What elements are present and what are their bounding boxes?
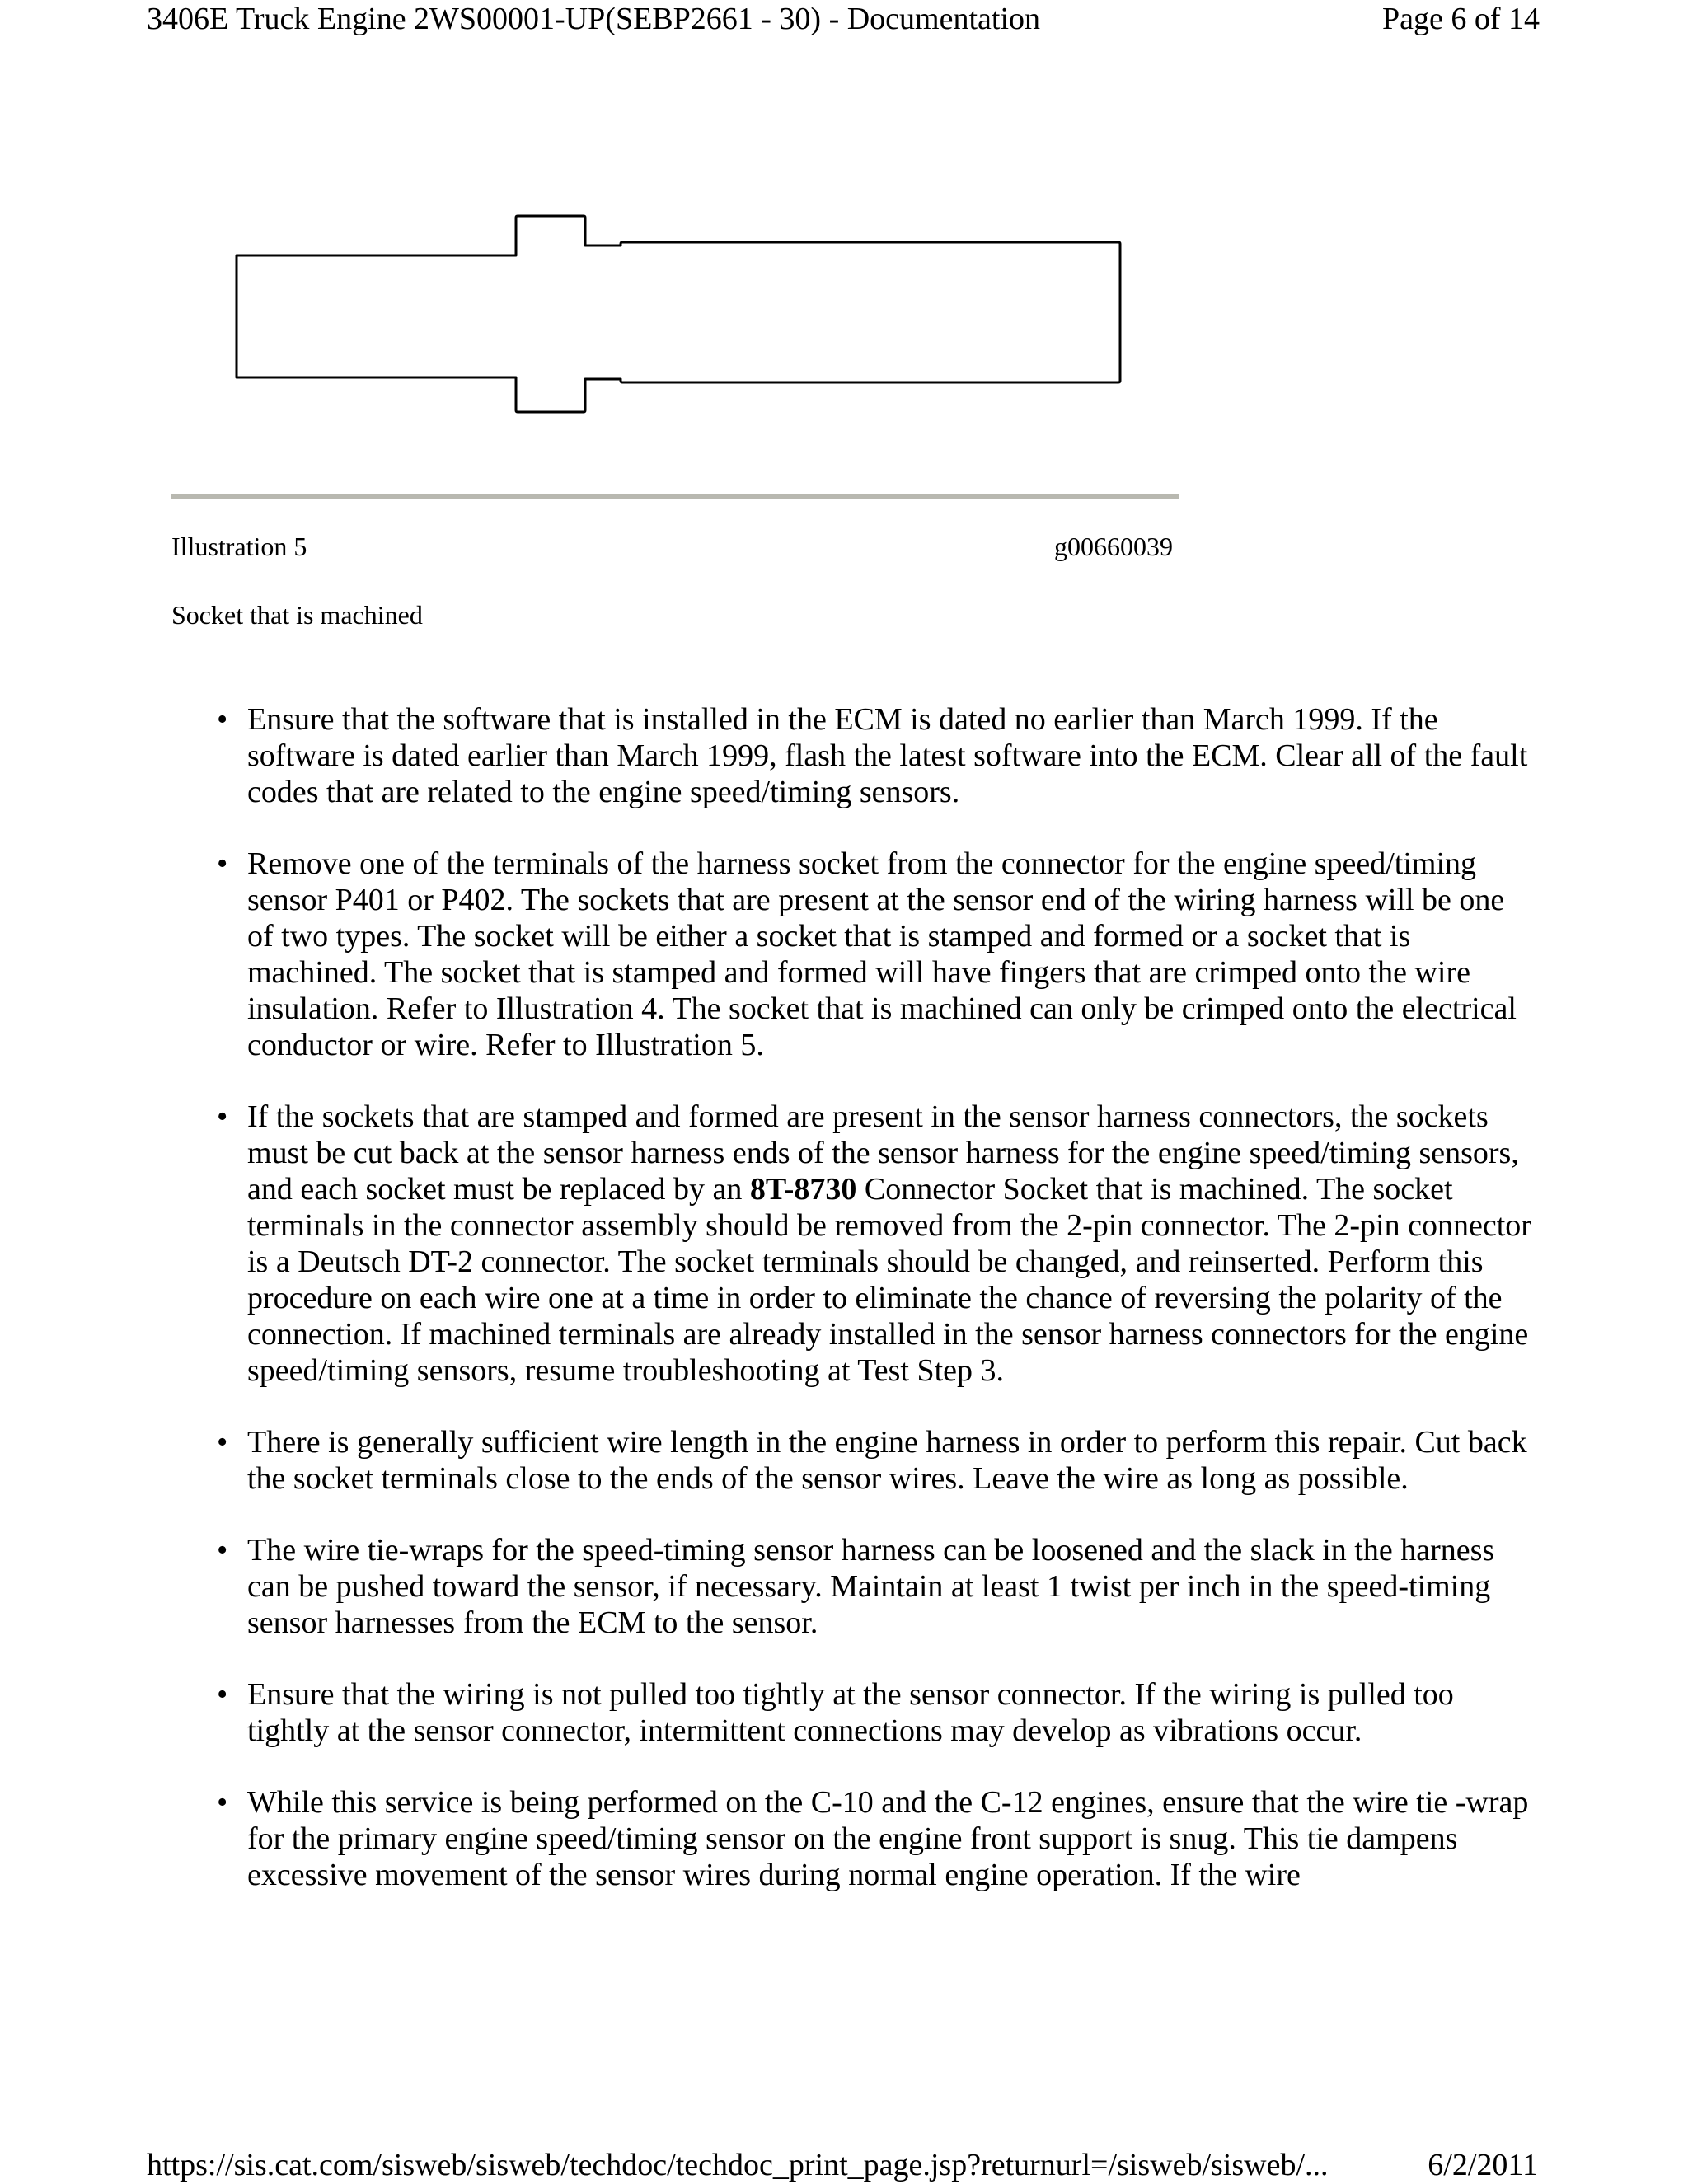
list-item (217, 1424, 1533, 1497)
list-item (217, 701, 1533, 810)
list-item (217, 846, 1533, 1063)
socket-outline (237, 216, 1120, 412)
bullet-icon: • (217, 1099, 228, 1134)
part-number: 8T-8730 (749, 1172, 857, 1207)
bullet-icon: • (217, 1785, 228, 1820)
instruction-list (217, 701, 1533, 1929)
bullet-icon: • (217, 846, 228, 881)
illustration-caption: Socket that is machined (171, 600, 423, 630)
list-item-text: Ensure that the wiring is not pulled too tightly at the sensor connector. If the wiring is pulled too tightly at the sensor connector, intermittent connections may develop as vibrations occur. (247, 1677, 1454, 1748)
list-item (217, 1532, 1533, 1641)
bullet-icon: • (217, 1533, 228, 1568)
list-item-text: There is generally sufficient wire length in the engine harness in order to perform this repair. Cut back the socket terminals close to the ends of the sensor wires. Leave the wire as long as possible. (247, 1425, 1527, 1496)
list-item (217, 1099, 1533, 1389)
footer-url: https://sis.cat.com/sisweb/sisweb/techdoc/techdoc_print_page.jsp?returnurl=/sisweb/sisweb/... (147, 2148, 1329, 2182)
bullet-icon: • (217, 702, 228, 737)
illustration-label: Illustration 5 (171, 532, 307, 561)
list-item-text-part: If the sockets that are stamped and formed are present in the sensor harness connectors, the sockets must be cut back at the sensor harness ends of the sensor harness for the engine speed/timing sensors, and each socket must be replaced by an (247, 1099, 1519, 1207)
list-item (217, 1784, 1533, 1893)
footer-date: 6/2/2011 (1428, 2148, 1538, 2182)
list-item-text (247, 1099, 1531, 1388)
machined-socket-illustration (231, 213, 1137, 427)
list-item-text: Ensure that the software that is installed in the ECM is dated no earlier than March 1999. If the software is dated earlier than March 1999, flash the latest software into the ECM. Clear all of the fault codes that are related to the engine speed/timing sensors. (247, 702, 1528, 809)
header-title: 3406E Truck Engine 2WS00001-UP(SEBP2661 - 30) - Documentation (147, 2, 1041, 36)
list-item-text: While this service is being performed on the C-10 and the C-12 engines, ensure that the wire tie -wrap for the primary engine speed/timing sensor on the engine front support is snug. This tie dampens excessive movement of the sensor wires during normal engine operation. If the wire (247, 1785, 1529, 1892)
list-item (217, 1676, 1533, 1749)
illustration-id: g00660039 (1054, 532, 1173, 561)
list-item-text: Remove one of the terminals of the harness socket from the connector for the engine speed/timing sensor P401 or P402. The sockets that are present at the sensor end of the wiring harness will be one of two types. The socket will be either a socket that is stamped and formed or a socket that is machined. The socket that is stamped and formed will have fingers that are crimped onto the wire insulation. Refer to Illustration 4. The socket that is machined can only be crimped onto the electrical conductor or wire. Refer to Illustration 5. (247, 846, 1517, 1062)
page-number: Page 6 of 14 (1381, 2, 1540, 36)
figure-divider (171, 494, 1179, 499)
bullet-icon: • (217, 1425, 228, 1460)
bullet-icon: • (217, 1677, 228, 1712)
list-item-text-part: Connector Socket that is machined. The socket terminals in the connector assembly should be removed from the 2-pin connector. The 2-pin connector is a Deutsch DT-2 connector. The socket terminals should be changed, and reinserted. Perform this procedure on each wire one at a time in order to eliminate the chance of reversing the polarity of the connection. If machined terminals are already installed in the sensor harness connectors for the engine speed/timing sensors, resume troubleshooting at Test Step 3. (247, 1172, 1531, 1388)
list-item-text: The wire tie-wraps for the speed-timing sensor harness can be loosened and the slack in the harness can be pushed toward the sensor, if necessary. Maintain at least 1 twist per inch in the speed-timing sensor harnesses from the ECM to the sensor. (247, 1533, 1495, 1640)
